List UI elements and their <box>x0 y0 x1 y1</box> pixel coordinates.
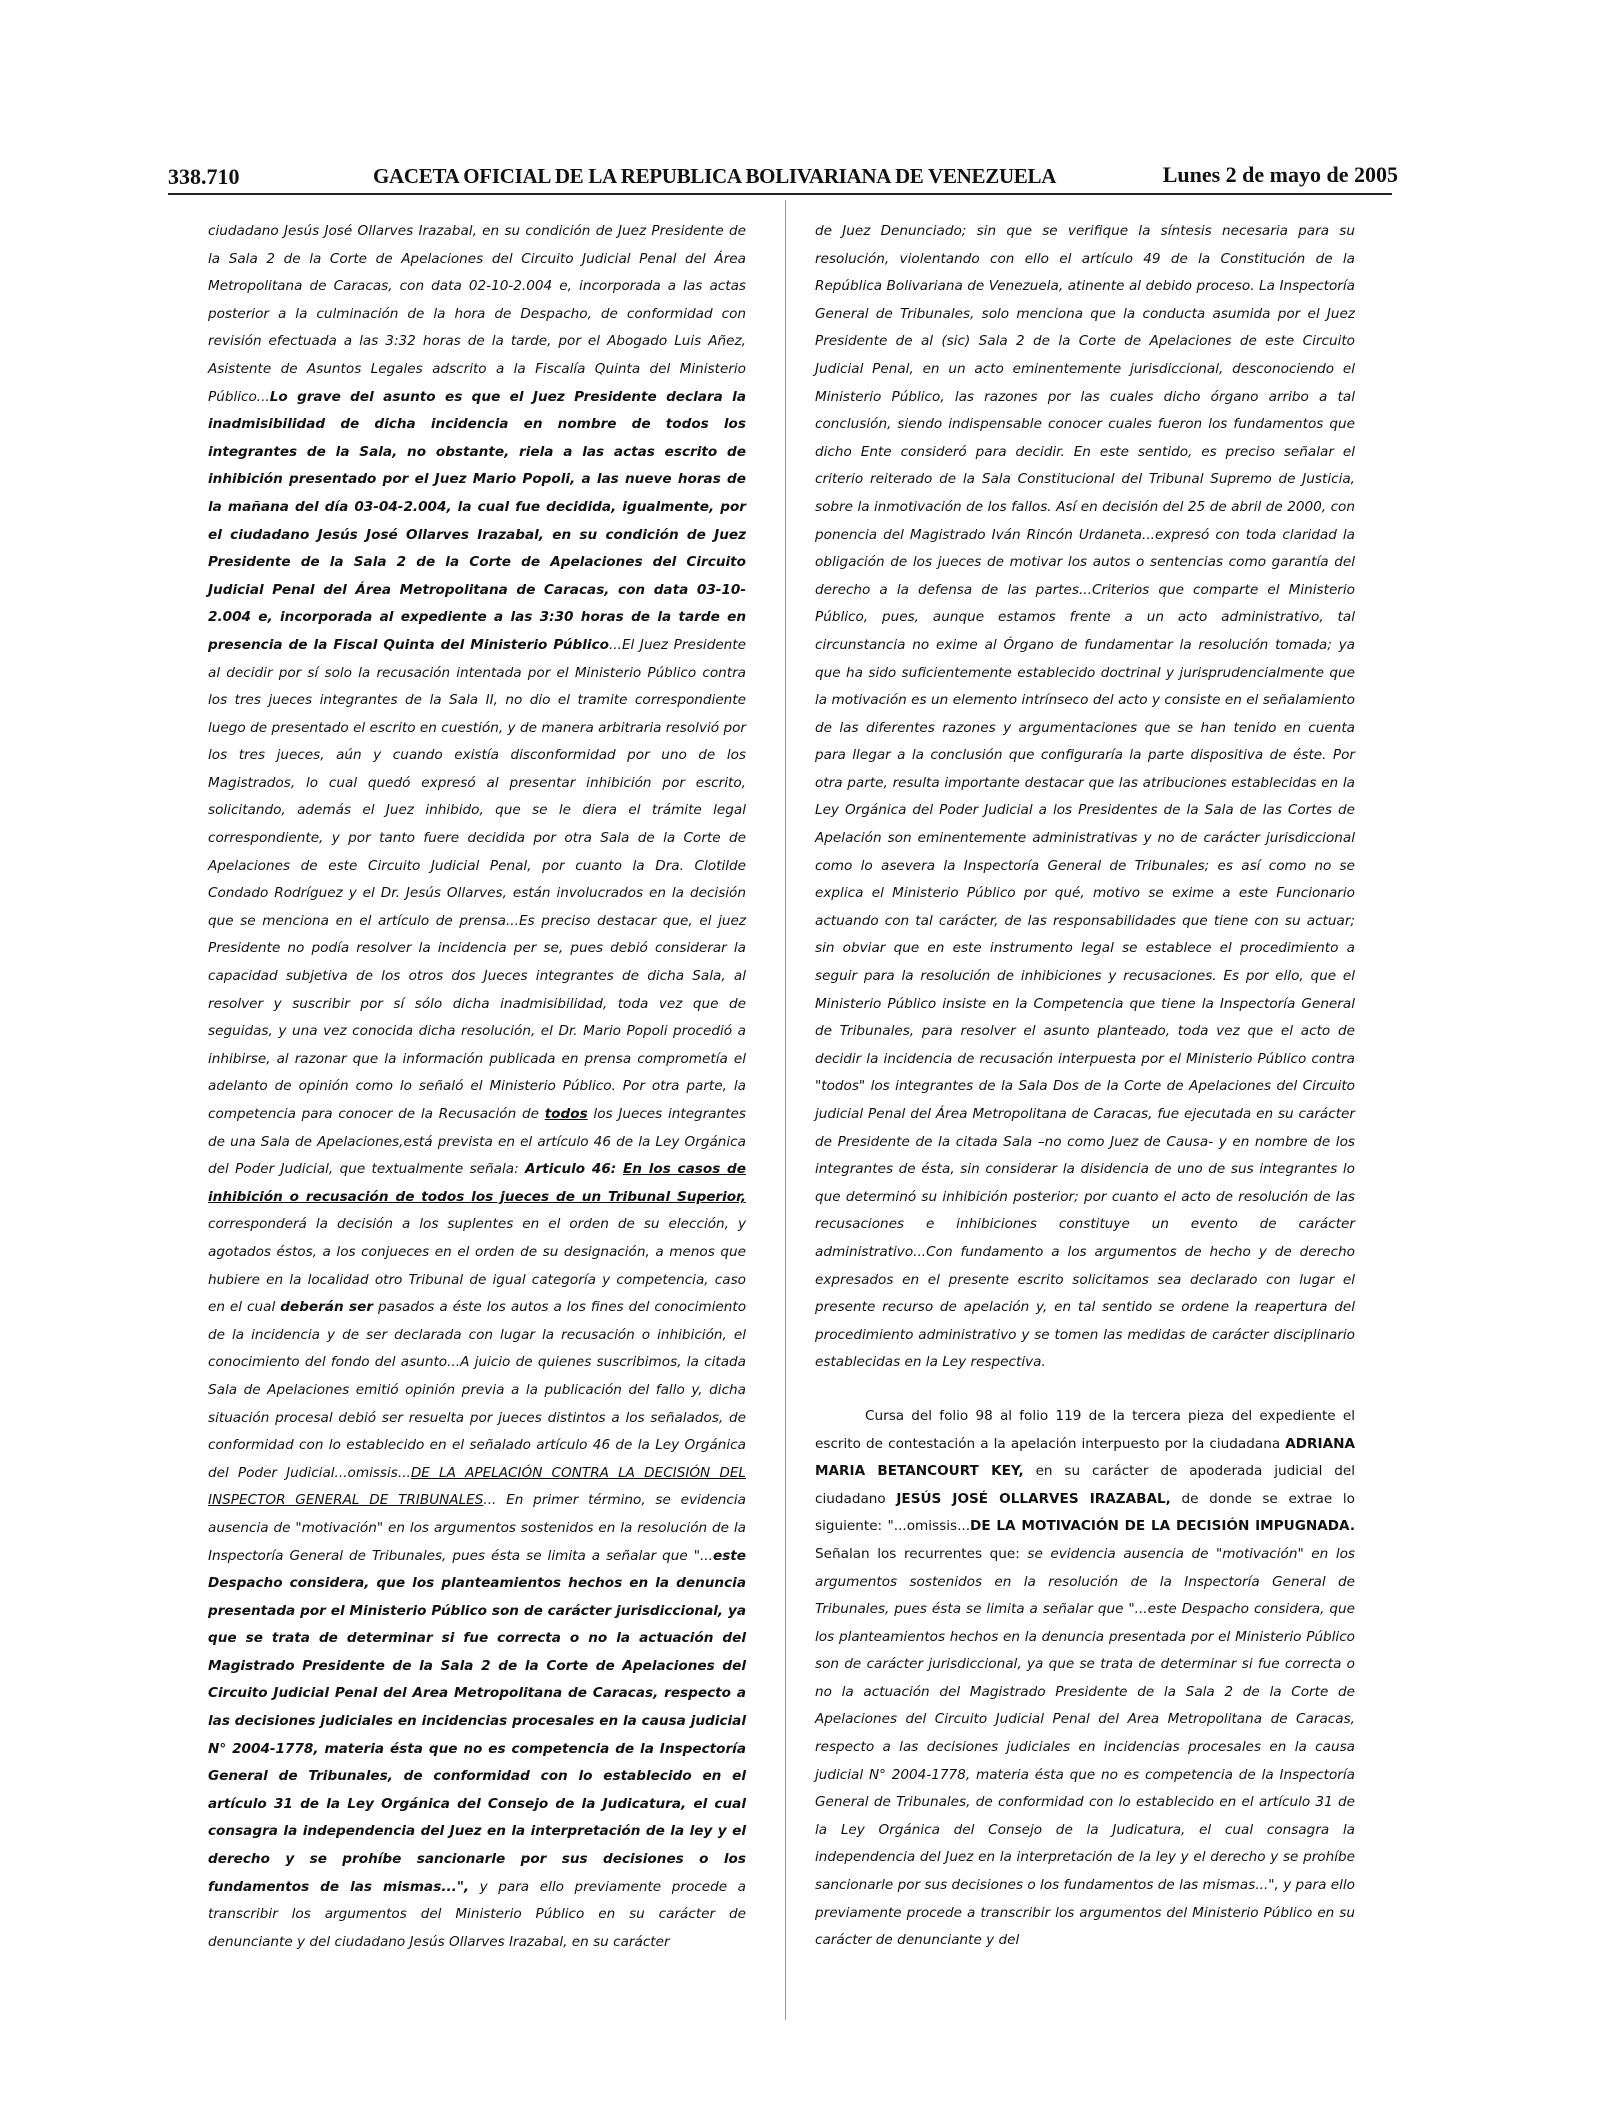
page-number: 338.710 <box>168 164 240 189</box>
text-run: Señalan los recurrentes que: <box>815 1545 1028 1562</box>
text-run-italic: se evidencia ausencia de "motivación" en los argumentos sostenidos en la resolución de la Inspectoría General de Tribunales, pues ésta se limita a señalar que "...este Despacho considera, que los planteamientos hechos en la denuncia presentada por el Ministerio Público son de carácter jurisdiccional, ya que se trata de determinar si fue correcta o no la actuación del Magistrado Presidente de la Sala 2 de la Corte de Apelaciones del Circuito Judicial Penal del Area Metropolitana de Caracas, respecto a las decisiones judiciales en incidencias procesales en la causa judicial N° 2004-1778, materia ésta que no es competencia de la Inspectoría General de Tribunales, de conformidad con lo establecido en el artículo 31 de la Ley Orgánica del Consejo de la Judicatura, el cual consagra la independencia del Juez en la interpretación de la ley y el derecho y se prohíbe sancionarle por sus decisiones o los fundamentos de las mismas...", y para ello previamente procede a transcribir los argumentos del Ministerio Público en su carácter de denunciante y del <box>815 1545 1355 1949</box>
text-run: en su carácter de apoderada judicial del ciudadano <box>815 1463 1355 1507</box>
text-run-underline: DE LA APELACIÓN CONTRA LA DECISIÓN DEL INSPECTOR GENERAL DE TRIBUNALES <box>208 1464 746 1509</box>
text-run-bold: deberán ser <box>280 1299 374 1316</box>
text-run: corresponderá la decisión a los suplentes en el orden de su elección, y agotados éstos, a los conjueces en el orden de su designación, a menos que hubiere en la localidad otro Tribunal de igual categoría y competencia, caso en el cual <box>208 1216 746 1316</box>
text-run-bold: DE LA MOTIVACIÓN DE LA DECISIÓN IMPUGNADA. <box>970 1518 1355 1535</box>
text-run-bold-underline: En los casos de inhibición o recusación de todos los jueces de un Tribunal Superior, <box>208 1161 747 1205</box>
text-run: y para ello previamente procede a transcribir los argumentos del Ministerio Público en su carácter de denunciante y del ciudadano Jesús Ollarves Irazabal, en su carácter <box>208 1878 746 1950</box>
text-run: ... En primer término, se evidencia ausencia de "motivación" en los argumentos sostenidos en la resolución de la Inspectoría General de Tribunales, pues ésta se limita a señalar que "... <box>208 1492 746 1564</box>
text-run-bold: ADRIANA MARIA BETANCOURT KEY, <box>815 1435 1355 1480</box>
left-paragraph <box>208 218 746 1956</box>
text-run: pasados a éste los autos a los fines del conocimiento de la incidencia y de ser declarada con lugar la recusación o inhibición, el conocimiento del fondo del asunto...A juicio de quienes suscribimos, la citada Sala de Apelaciones emitió opinión previa a la publicación del fallo y, dicha situación procesal debió ser resuelta por jueces distintos a los señalados, de conformidad con lo establecido en el señalado artículo 46 de la Ley Orgánica del Poder Judicial...omissis... <box>208 1299 747 1481</box>
text-run: Cursa del folio 98 al folio 119 de la tercera pieza del expediente el escrito de contestación a la apelación interpuesto por la ciudadana <box>815 1407 1355 1452</box>
issue-date: Lunes 2 de mayo de 2005 <box>1162 162 1398 187</box>
text-run-bold: Articulo 46: <box>525 1161 623 1178</box>
column-divider <box>785 200 786 2020</box>
right-paragraph-2 <box>815 1403 1355 1955</box>
text-run: los Jueces integrantes de una Sala de Apelaciones,está prevista en el artículo 46 de la Ley Orgánica del Poder Judicial, que textualmente señala: <box>208 1106 747 1178</box>
text-run-bold: Lo grave del asunto es que el Juez Presidente declara la inadmisibilidad de dicha incidencia en nombre de todos los integrantes de la Sala, no obstante, riela a las actas escrito de inhibición presentado por el Juez Mario Popoli, a las nueve horas de la mañana del día 03-04-2.004, la cual fue decidida, igualmente, por el ciudadano Jesús José Ollarves Irazabal, en su condición de Juez Presidente de la Sala 2 de la Corte de Apelaciones del Circuito Judicial Penal del Área Metropolitana de Caracas, con data 03-10-2.004 e, incorporada al expediente a las 3:30 horas de la tarde en presencia de la Fiscal Quinta del Ministerio Público <box>208 388 746 653</box>
left-column <box>208 218 746 1956</box>
text-run-bold: este Despacho considera, que los planteamientos hechos en la denuncia presentada por el Ministerio Público son de carácter jurisdiccional, ya que se trata de determinar si fue correcta o no la actuación del Magistrado Presidente de la Sala 2 de la Corte de Apelaciones del Circuito Judicial Penal del Area Metropolitana de Caracas, respecto a las decisiones judiciales en incidencias procesales en la causa judicial N° 2004-1778, materia ésta que no es competencia de la Inspectoría General de Tribunales, de conformidad con lo establecido en el artículo 31 de la Ley Orgánica del Consejo de la Judicatura, el cual consagra la independencia del Juez en la interpretación de la ley y el derecho y se prohíbe sancionarle por sus decisiones o los fundamentos de las mismas...", <box>208 1547 746 1895</box>
text-run-bold: JESÚS JOSÉ OLLARVES IRAZABAL, <box>896 1490 1171 1507</box>
text-run-bold-underline: todos <box>544 1106 588 1122</box>
text-run: ...El Juez Presidente al decidir por sí solo la recusación intentada por el Ministerio Público contra los tres jueces integrantes de la Sala II, no dio el tramite correspondiente luego de presentado el escrito en cuestión, y de manera arbitraria resolvió por los tres jueces, aún y cuando existía disconformidad por uno de los Magistrados, lo cual quedó expresó al presentar inhibición por escrito, solicitando, además el Juez inhibido, que se le diera el trámite legal correspondiente, y por tanto fuere decidida por otra Sala de la Corte de Apelaciones de este Circuito Judicial Penal, por cuanto la Dra. Clotilde Condado Rodríguez y el Dr. Jesús Ollarves, están involucrados en la decisión que se menciona en el artículo de prensa...Es preciso destacar que, el juez Presidente no podía resolver la incidencia per se, pues debió considerar la capacidad subjetiva de los otros dos Jueces integrantes de dicha Sala, al resolver y suscribir por sí sólo dicha inadmisibilidad, toda vez que de seguidas, y una vez conocida dicha resolución, el Dr. Mario Popoli procedió a inhibirse, al razonar que la información publicada en prensa comprometía el adelanto de opinión como lo señaló el Ministerio Público. Por otra parte, la competencia para conocer de la Recusación de <box>208 636 746 1122</box>
text-run: de donde se extrae lo siguiente: "...omissis... <box>815 1490 1355 1535</box>
gazette-title: GACETA OFICIAL DE LA REPUBLICA BOLIVARIANA DE VENEZUELA <box>373 164 1057 188</box>
right-paragraph-1: de Juez Denunciado; sin que se verifique la síntesis necesaria para su resolución, violentando con ello el artículo 49 de la Constitución de la República Bolivariana de Venezuela, atinente al debido proceso. La Inspectoría General de Tribunales, solo menciona que la conducta asumida por el Juez Presidente de al (sic) Sala 2 de la Corte de Apelaciones de este Circuito Judicial Penal, en un acto eminentemente jurisdiccional, desconociendo el Ministerio Público, las razones por las cuales dicho órgano arribo a tal conclusión, siendo indispensable conocer cuales fueron los fundamentos que dicho Ente consideró para decidir. En este sentido, es preciso señalar el criterio reiterado de la Sala Constitucional del Tribunal Supremo de Justicia, sobre la inmotivación de los fallos. Así en decisión del 25 de abril de 2000, con ponencia del Magistrado Iván Rincón Urdaneta...expresó con toda claridad la obligación de los jueces de motivar los autos o sentencias como garantía del derecho a la defensa de las partes...Criterios que comparte el Ministerio Público, pues, aunque estamos frente a un acto administrativo, tal circunstancia no exime al Órgano de fundamentar la resolución tomada; ya que ha sido suficientemente establecido doctrinal y jurisprudencialmente que la motivación es un elemento intrínseco del acto y consiste en el señalamiento de las diferentes razones y argumentaciones que se han tenido en cuenta para llegar a la conclusión que configuraría la parte dispositiva de éste. Por otra parte, resulta importante destacar que las atribuciones establecidas en la Ley Orgánica del Poder Judicial a los Presidentes de la Sala de las Cortes de Apelación son eminentemente administrativas y no de carácter jurisdiccional como lo asevera la Inspectoría General de Tribunales; es así como no se explica el Ministerio Público por qué, motivo se exime a este Funcionario actuando con tal carácter, de las responsabilidades que tiene con su actuar; sin obviar que en este instrumento legal se establece el procedimiento a seguir para la resolución de inhibiciones y recusaciones. Es por ello, que el Ministerio Público insiste en la Competencia que tiene la Inspectoría General de Tribunales, para resolver el asunto planteado, toda vez que el acto de decidir la incidencia de recusación interpuesta por el Ministerio Público contra "todos" los integrantes de la Sala Dos de la Corte de Apelaciones del Circuito judicial Penal del Área Metropolitana de Caracas, fue ejecutada en su carácter de Presidente de la citada Sala –no como Juez de Causa- y en nombre de los integrantes de ésta, sin considerar la disidencia de uno de sus integrantes lo que determinó su inhibición posterior; por cuanto el acto de resolución de las recusaciones e inhibiciones constituye un evento de carácter administrativo...Con fundamento a los argumentos de hecho y de derecho expresados en el presente escrito solicitamos sea declarado con lugar el presente recurso de apelación y, en tal sentido se ordene la reapertura del procedimiento administrativo y se tomen las medidas de carácter disciplinario establecidas en la Ley respectiva. <box>815 223 1355 1371</box>
text-run: ciudadano Jesús José Ollarves Irazabal, en su condición de Juez Presidente de la Sala 2 de la Corte de Apelaciones del Circuito Judicial Penal del Área Metropolitana de Caracas, con data 02-10-2.004 e, incorporada a las actas posterior a la culminación de la hora de Despacho, de conformidad con revisión efectuada a las 3:32 horas de la tarde, por el Abogado Luis Añez, Asistente de Asuntos Legales adscrito a la Fiscalía Quinta del Ministerio Público... <box>208 223 746 405</box>
right-column <box>815 218 1355 1955</box>
header-rule <box>168 193 1392 195</box>
